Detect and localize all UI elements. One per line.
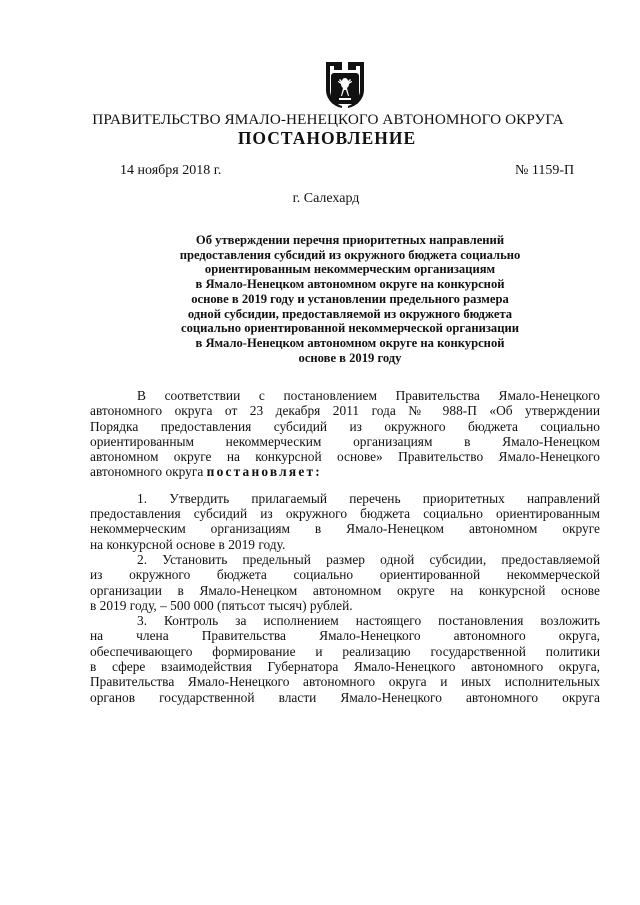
item-line: в 2019 году, – 500 000 (пятьсот тысяч) рублей.	[90, 597, 353, 613]
item-line: на члена Правительства Ямало-Ненецкого автономного округа,	[90, 628, 600, 644]
title-line: предоставления субсидий из окружного бюджета социально	[179, 247, 521, 262]
document-number: № 1159-П	[515, 163, 575, 178]
item-line: организации в Ямало-Ненецком автономном округе на конкурсной основе	[90, 582, 600, 598]
item-line: некоммерческим организациям в Ямало-Ненецком автономном округе	[90, 521, 600, 537]
document-title	[130, 233, 570, 365]
document-type: ПОСТАНОВЛЕНИЕ	[237, 128, 417, 148]
title-line: ориентированным некоммерческим организациям	[204, 262, 496, 277]
item-line: органов государственной власти Ямало-Ненецкого автономного округа	[90, 689, 600, 705]
decree-item-1	[90, 491, 600, 552]
decree-item-2	[90, 552, 600, 613]
decree-item-3	[90, 613, 600, 705]
document-city: г. Салехард	[292, 191, 360, 206]
government-name: ПРАВИТЕЛЬСТВО ЯМАЛО-НЕНЕЦКОГО АВТОНОМНОГО ОКРУГА	[92, 111, 564, 128]
item-line: 3. Контроль за исполнением настоящего постановления возложить	[137, 613, 600, 629]
preamble-line: Порядка предоставления субсидий из окружного бюджета социально	[90, 418, 600, 434]
decree-word: постановляет:	[206, 464, 322, 480]
title-line: одной субсидии, предоставляемой из окружного бюджета	[187, 306, 513, 321]
yamal-coat-of-arms-icon	[322, 60, 368, 110]
item-line: из окружного бюджета социально ориентированной некоммерческой	[90, 567, 600, 583]
preamble-paragraph	[90, 388, 600, 480]
preamble-line-prefix: автономного округа	[90, 464, 204, 480]
title-line: основе в 2019 году и установлении предельного размера	[191, 291, 509, 306]
item-line: на конкурсной основе в 2019 году.	[90, 536, 286, 552]
preamble-line: В соответствии с постановлением Правительства Ямало-Ненецкого	[137, 388, 600, 403]
preamble-last-line	[90, 464, 600, 479]
preamble-line: автономного округа от 23 декабря 2011 года № 988-П «Об утверждении	[90, 403, 600, 419]
preamble-line: ориентированным некоммерческим организациям в Ямало-Ненецком	[90, 433, 600, 449]
title-line: Об утверждении перечня приоритетных направлений	[195, 233, 505, 247]
item-line: 2. Установить предельный размер одной субсидии, предоставляемой	[137, 551, 600, 567]
title-line: социально ориентированной некоммерческой организации	[181, 321, 519, 336]
document-body	[90, 388, 600, 705]
item-line: 1. Утвердить прилагаемый перечень приоритетных направлений	[137, 490, 600, 506]
title-line: в Ямало-Ненецком автономном округе на конкурсной	[195, 277, 505, 292]
document-date: 14 ноября 2018 г.	[120, 163, 222, 178]
item-line: в сфере взаимодействия Губернатора Ямало-Ненецкого автономного округа,	[90, 659, 600, 675]
title-line: основе в 2019 году	[298, 350, 402, 365]
item-line: обеспечивающего формирование и реализацию государственной политики	[90, 643, 600, 659]
item-line: Правительства Ямало-Ненецкого автономного округа и иных исполнительных	[90, 674, 600, 690]
title-line: в Ямало-Ненецком автономном округе на конкурсной	[195, 335, 505, 350]
item-line: предоставления субсидий из окружного бюджета социально ориентированным	[90, 506, 600, 522]
preamble-line: автономном округе на конкурсной основе» Правительство Ямало-Ненецкого	[90, 449, 600, 465]
